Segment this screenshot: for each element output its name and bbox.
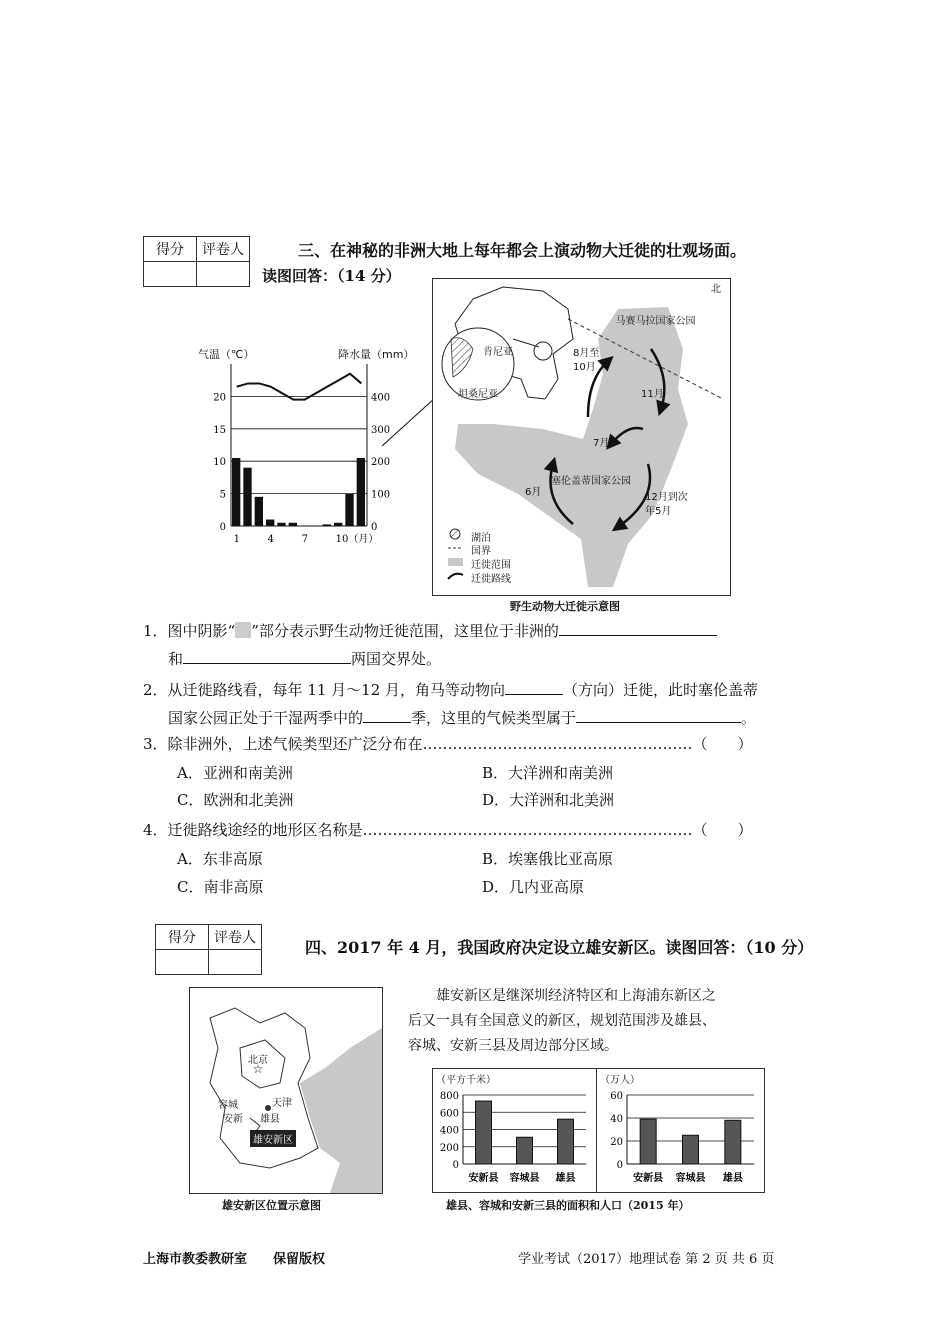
bar [517, 1137, 533, 1164]
legend-range: 迁徙范围 [471, 560, 511, 571]
aug-oct-label: 8月至10月 [573, 348, 600, 373]
precip-bar [323, 524, 331, 526]
y-tick: 0 [452, 1160, 459, 1171]
score-cell[interactable] [144, 262, 197, 287]
y-tick: 40 [610, 1114, 623, 1125]
q3-option-c[interactable]: C．欧洲和北美洲 [177, 791, 294, 809]
precip-tick: 300 [371, 424, 391, 436]
precip-tick: 0 [371, 522, 378, 533]
q4-option-b[interactable]: B．埃塞俄比亚高原 [482, 850, 614, 868]
tianjin-label: 天津 [272, 1098, 292, 1109]
grader-cell[interactable] [197, 262, 250, 287]
q1-text-b: ”部分表示野生动物迁徙范围，这里位于非洲的 [251, 622, 559, 640]
precip-bar [334, 523, 342, 526]
legend-border: 国界 [471, 546, 491, 557]
q2-text-c: 国家公园正处于干湿两季中的 [168, 709, 364, 727]
category-label: 容城县 [509, 1173, 540, 1184]
q1-text-c: 和 [168, 650, 184, 668]
para-line-2: 后又一具有全国意义的新区，规划范围涉及雄县、 [408, 1013, 716, 1029]
month-tick: 4 [267, 534, 275, 545]
precip-tick: 100 [371, 489, 391, 501]
xiongxian-label: 雄县 [260, 1114, 280, 1125]
footer-left: 上海市教委教研室 保留版权 [143, 1252, 326, 1267]
y-tick: 60 [610, 1091, 623, 1102]
bar-caption: 雄县、容城和安新三县的面积和人口（2015 年） [446, 1199, 690, 1212]
q3-option-b[interactable]: B．大洋洲和南美洲 [482, 764, 614, 782]
q2-blank-1[interactable] [505, 679, 563, 695]
temp-tick: 20 [213, 392, 226, 404]
q2-text-b: （方向）迁徙，此时塞伦盖蒂 [563, 681, 759, 699]
q2-blank-2[interactable] [363, 707, 411, 723]
svg-text:☆: ☆ [252, 1062, 264, 1076]
question-1-line2 [168, 648, 441, 669]
precip-axis-label: 降水量（mm） [338, 348, 415, 361]
q1-text-d: 两国交界处。 [351, 650, 442, 668]
y-tick: 800 [439, 1091, 459, 1102]
serengeti-label: 塞伦盖蒂国家公园 [551, 476, 631, 487]
migration-map-caption: 野生动物大迁徙示意图 [510, 600, 620, 613]
precip-bar [345, 494, 353, 526]
xiongan-map-art [190, 988, 382, 1193]
q2-blank-3[interactable] [576, 707, 741, 723]
rongcheng-label: 容城 [218, 1100, 238, 1111]
bar [683, 1135, 699, 1164]
precip-bar [232, 458, 240, 526]
section3-subtitle: 读图回答：（14 分） [262, 267, 401, 285]
category-label: 安新县 [633, 1173, 664, 1184]
q2-text-e: 。 [741, 709, 757, 727]
question-3-stem: 3．除非洲外，上述气候类型还广泛分布在………………………………………………（ ） [143, 735, 753, 753]
q1-blank-1[interactable] [559, 620, 717, 636]
month-tick: 10（月） [335, 534, 379, 545]
question-2-line2 [168, 707, 756, 728]
y-tick: 0 [616, 1160, 623, 1171]
precip-bar [277, 523, 285, 526]
month-tick: 1 [233, 534, 241, 545]
precip-tick: 200 [371, 457, 391, 469]
precip-bar [266, 520, 274, 526]
section4-title: 四、2017 年 4 月，我国政府决定设立雄安新区。读图回答：（10 分） [305, 938, 814, 957]
anxin-label: 安新 [223, 1114, 243, 1125]
y-tick: 600 [439, 1108, 459, 1120]
area-plot [433, 1069, 596, 1192]
pop-chart [596, 1068, 765, 1193]
beijing-label: 北京 [248, 1055, 268, 1066]
score-label: 得分 [144, 237, 197, 262]
grader-label: 评卷人 [209, 925, 262, 950]
temp-line [237, 374, 362, 400]
temp-tick: 10 [213, 457, 226, 469]
migration-map [432, 278, 731, 596]
bar [725, 1120, 741, 1164]
para-line-3: 容城、安新三县及周边部分区域。 [408, 1038, 618, 1054]
bar [476, 1101, 492, 1164]
precip-tick: 400 [371, 392, 391, 404]
area-chart [432, 1068, 597, 1193]
precip-bar [243, 468, 251, 526]
category-label: 雄县 [722, 1173, 743, 1184]
precip-bar [357, 458, 365, 526]
q1-text-a: 1．图中阴影“ [143, 622, 236, 640]
q4-option-d[interactable]: D．几内亚高原 [482, 878, 585, 896]
score-cell[interactable] [156, 950, 209, 975]
dec-may-label: 12月到次年5月 [645, 492, 688, 517]
q4-option-c[interactable]: C．南非高原 [177, 878, 264, 896]
score-table-4 [155, 924, 262, 975]
y-tick: 400 [439, 1125, 459, 1137]
month-tick: 7 [301, 534, 309, 545]
grader-cell[interactable] [209, 950, 262, 975]
pop-unit: （万人） [600, 1075, 640, 1086]
jul-label: 7月 [593, 438, 610, 449]
q2-text-d: 季，这里的气候类型属于 [411, 709, 577, 727]
question-4-stem: 4．迁徙路线途经的地形区名称是…………………………………………………………（ ） [143, 821, 753, 839]
pop-plot [597, 1069, 764, 1192]
temp-axis-label: 气温（℃） [198, 348, 255, 361]
q4-option-a[interactable]: A．东非高原 [177, 850, 263, 868]
y-tick: 20 [610, 1137, 623, 1148]
temp-tick: 0 [219, 522, 226, 533]
xiongan-map-caption: 雄安新区位置示意图 [222, 1199, 321, 1212]
q3-option-a[interactable]: A．亚洲和南美洲 [177, 764, 293, 782]
question-2-line1 [143, 679, 758, 700]
grader-label: 评卷人 [197, 237, 250, 262]
precip-bar [289, 523, 297, 526]
footer-right: 学业考试（2017）地理试卷 第 2 页 共 6 页 [518, 1252, 775, 1267]
north-label: 北 [711, 284, 721, 295]
question-1-line1 [143, 620, 717, 641]
temp-tick: 5 [219, 489, 226, 501]
category-label: 安新县 [468, 1173, 499, 1184]
para-line-1: 雄安新区是继深圳经济特区和上海浦东新区之 [436, 988, 716, 1004]
category-label: 容城县 [675, 1173, 706, 1184]
q1-blank-2[interactable] [183, 648, 351, 664]
section3-title: 三、在神秘的非洲大地上每年都会上演动物大迁徙的壮观场面。 [298, 241, 747, 260]
kenya-label: 肯尼亚 [483, 347, 513, 358]
q3-option-d[interactable]: D．大洋洲和北美洲 [482, 791, 615, 809]
jun-label: 6月 [525, 487, 542, 498]
temp-tick: 15 [213, 424, 226, 436]
shade-swatch [235, 622, 251, 638]
tanzania-label: 坦桑尼亚 [458, 389, 498, 400]
q2-text-a: 2．从迁徙路线看，每年 11 月～12 月，角马等动物向 [143, 681, 506, 699]
y-tick: 200 [439, 1142, 459, 1154]
nov-label: 11月 [641, 389, 664, 400]
xiongan-label: 雄安新区 [250, 1130, 296, 1147]
legend-lake: 湖泊 [471, 533, 491, 544]
score-label: 得分 [156, 925, 209, 950]
bar [558, 1119, 574, 1164]
legend-route: 迁徙路线 [471, 574, 511, 585]
section4-paragraph [408, 984, 716, 1059]
category-label: 雄县 [555, 1173, 576, 1184]
bar [640, 1119, 656, 1164]
precip-bar [255, 497, 263, 526]
area-unit: （平方千米） [436, 1075, 496, 1086]
score-table-3 [143, 236, 250, 287]
xiongan-map [189, 987, 383, 1194]
masai-mara-label: 马赛马拉国家公园 [615, 316, 696, 327]
